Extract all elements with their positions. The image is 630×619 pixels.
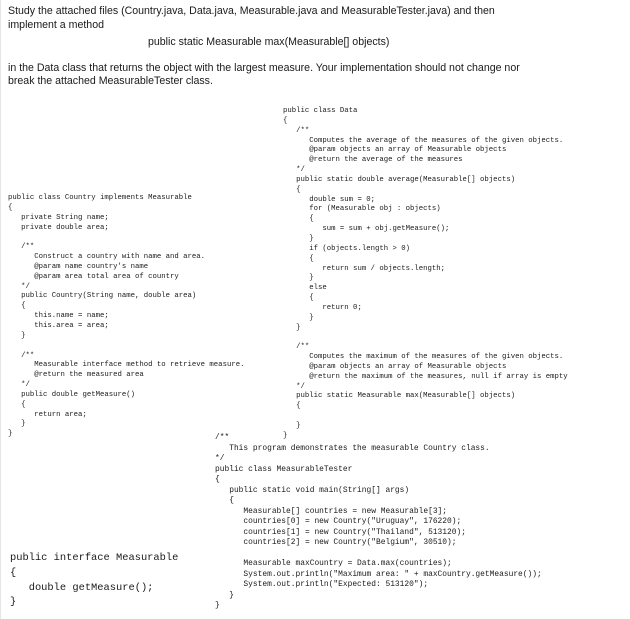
- question-line-3: in the Data class that returns the object with the largest measure. Your implementation should not change nor: [8, 62, 520, 74]
- question-line-4: break the attached MeasurableTester class.: [8, 75, 213, 87]
- tester-class-code: /** This program demonstrates the measurable Country class. */ public class MeasurableTester { public static void main(String[] args) { Measurable[] countries = new Measurable[3]; countries[0] = new Country("Uruguay", 176220); countries[1] = new Country("Thailand", 513120); countries[2] = new Country("Belgium", 30510); Measurable maxCountry = Data.max(countries); System.out.println("Maximum area: " + maxCountry.getMeasure()); System.out.println("Expected: 513120"); } }: [215, 433, 542, 610]
- method-signature: public static Measurable max(Measurable[] objects): [148, 36, 390, 48]
- measurable-interface-code: public interface Measurable { double getMeasure(); }: [10, 552, 179, 609]
- country-class-code: public class Country implements Measurable { private String name; private double area; /** Construct a country with name and area. @param name country's name @param area total area of country */ public Country(String name, double area) { this.name = name; this.area = area; } /** Measurable interface method to retrieve measure. @return the measured area */ public double getMeasure() { return area; } }: [8, 194, 245, 439]
- data-class-code: public class Data { /** Computes the average of the measures of the given objects. @param objects an array of Measurable objects @return the average of the measures */ public static double average(Measurable[] objects) { double sum = 0; for (Measurable obj : objects) { sum = sum + obj.getMeasure(); } if (objects.length > 0) { return sum / objects.length; } else { return 0; } } /** Computes the maximum of the measures of the given objects. @param objects an array of Measurable objects @return the maximum of the measures, null if array is empty */ public static Measurable max(Measurable[] objects) { } }: [283, 107, 568, 440]
- question-line-2: implement a method: [8, 19, 104, 31]
- left-border: [0, 0, 1, 619]
- question-line-1: Study the attached files (Country.java, Data.java, Measurable.java and MeasurableTester.java) and then: [8, 5, 495, 17]
